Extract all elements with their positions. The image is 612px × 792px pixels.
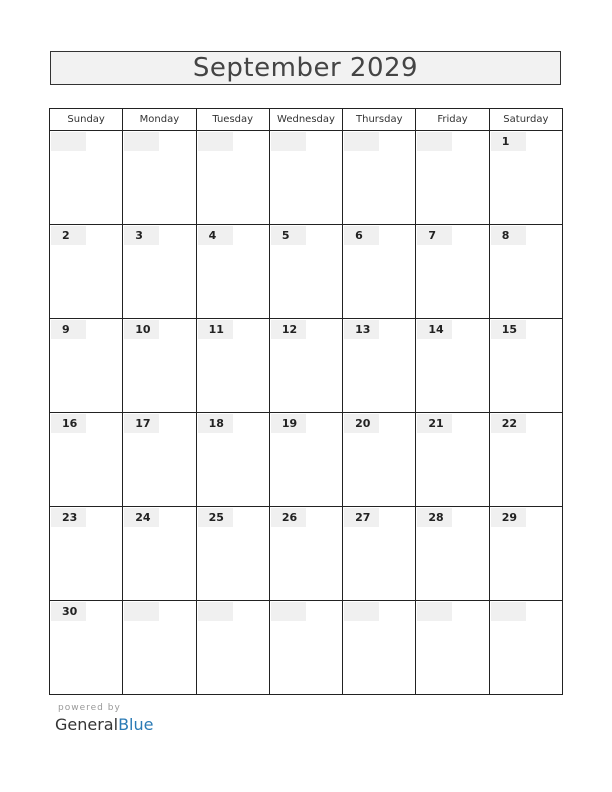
day-cell — [416, 507, 489, 601]
day-number: 12 — [271, 320, 306, 339]
weekday-thursday: Thursday — [343, 109, 416, 131]
day-cell — [269, 601, 342, 695]
day-cell — [343, 507, 416, 601]
day-cell — [416, 413, 489, 507]
day-number: 1 — [491, 132, 526, 151]
day-number: 7 — [417, 226, 452, 245]
day-cell — [50, 413, 123, 507]
day-cell — [269, 225, 342, 319]
day-number — [417, 132, 452, 151]
calendar-title: September 2029 — [50, 51, 561, 85]
weekday-monday: Monday — [123, 109, 196, 131]
day-number: 26 — [271, 508, 306, 527]
day-number — [491, 602, 526, 621]
calendar-grid — [49, 108, 563, 695]
day-cell — [489, 413, 562, 507]
day-cell — [196, 507, 269, 601]
day-cell — [343, 225, 416, 319]
day-number — [271, 602, 306, 621]
day-cell — [269, 319, 342, 413]
day-number: 30 — [51, 602, 86, 621]
day-number: 18 — [198, 414, 233, 433]
day-cell — [123, 225, 196, 319]
day-cell — [269, 131, 342, 225]
day-number: 22 — [491, 414, 526, 433]
day-number: 8 — [491, 226, 526, 245]
day-cell — [196, 413, 269, 507]
day-cell — [489, 131, 562, 225]
day-cell — [416, 319, 489, 413]
day-cell — [123, 131, 196, 225]
day-cell — [123, 319, 196, 413]
brand-general-text: General — [55, 715, 119, 734]
day-number — [344, 132, 379, 151]
day-cell — [196, 131, 269, 225]
day-number: 11 — [198, 320, 233, 339]
day-cell — [123, 601, 196, 695]
day-number: 3 — [124, 226, 159, 245]
weekday-header-row — [50, 109, 563, 131]
day-cell — [50, 131, 123, 225]
day-number — [51, 132, 86, 151]
day-number: 24 — [124, 508, 159, 527]
day-number: 21 — [417, 414, 452, 433]
day-number — [271, 132, 306, 151]
day-cell — [343, 413, 416, 507]
day-cell — [50, 319, 123, 413]
day-cell — [489, 507, 562, 601]
weekday-saturday: Saturday — [489, 109, 562, 131]
day-cell — [489, 601, 562, 695]
day-cell — [50, 507, 123, 601]
day-number: 20 — [344, 414, 379, 433]
weekday-wednesday: Wednesday — [269, 109, 342, 131]
day-cell — [123, 413, 196, 507]
weekday-friday: Friday — [416, 109, 489, 131]
day-number — [124, 602, 159, 621]
day-number: 2 — [51, 226, 86, 245]
day-number — [344, 602, 379, 621]
day-number — [417, 602, 452, 621]
day-cell — [269, 413, 342, 507]
weekday-sunday: Sunday — [50, 109, 123, 131]
day-cell — [416, 225, 489, 319]
week-row-5 — [50, 507, 563, 601]
week-row-4 — [50, 413, 563, 507]
week-row-6 — [50, 601, 563, 695]
brand-blue-text: Blue — [118, 715, 154, 734]
day-cell — [269, 507, 342, 601]
day-cell — [196, 225, 269, 319]
day-number — [198, 132, 233, 151]
day-number: 14 — [417, 320, 452, 339]
day-number: 29 — [491, 508, 526, 527]
day-cell — [343, 319, 416, 413]
weekday-tuesday: Tuesday — [196, 109, 269, 131]
day-number: 9 — [51, 320, 86, 339]
day-number: 13 — [344, 320, 379, 339]
day-number — [124, 132, 159, 151]
day-number: 10 — [124, 320, 159, 339]
day-number: 4 — [198, 226, 233, 245]
day-number: 5 — [271, 226, 306, 245]
day-cell — [416, 601, 489, 695]
day-cell — [343, 601, 416, 695]
brand-logo[interactable] — [55, 715, 153, 734]
day-cell — [196, 319, 269, 413]
day-cell — [489, 319, 562, 413]
day-cell — [196, 601, 269, 695]
day-cell — [50, 601, 123, 695]
week-row-1 — [50, 131, 563, 225]
day-cell — [416, 131, 489, 225]
powered-by-text: powered by — [58, 703, 121, 713]
day-number: 16 — [51, 414, 86, 433]
day-cell — [343, 131, 416, 225]
day-number: 27 — [344, 508, 379, 527]
week-row-3 — [50, 319, 563, 413]
day-number: 15 — [491, 320, 526, 339]
day-number: 25 — [198, 508, 233, 527]
day-number: 6 — [344, 226, 379, 245]
day-number: 17 — [124, 414, 159, 433]
day-number: 19 — [271, 414, 306, 433]
day-cell — [50, 225, 123, 319]
week-row-2 — [50, 225, 563, 319]
day-cell — [489, 225, 562, 319]
day-number: 28 — [417, 508, 452, 527]
day-number — [198, 602, 233, 621]
day-cell — [123, 507, 196, 601]
day-number: 23 — [51, 508, 86, 527]
